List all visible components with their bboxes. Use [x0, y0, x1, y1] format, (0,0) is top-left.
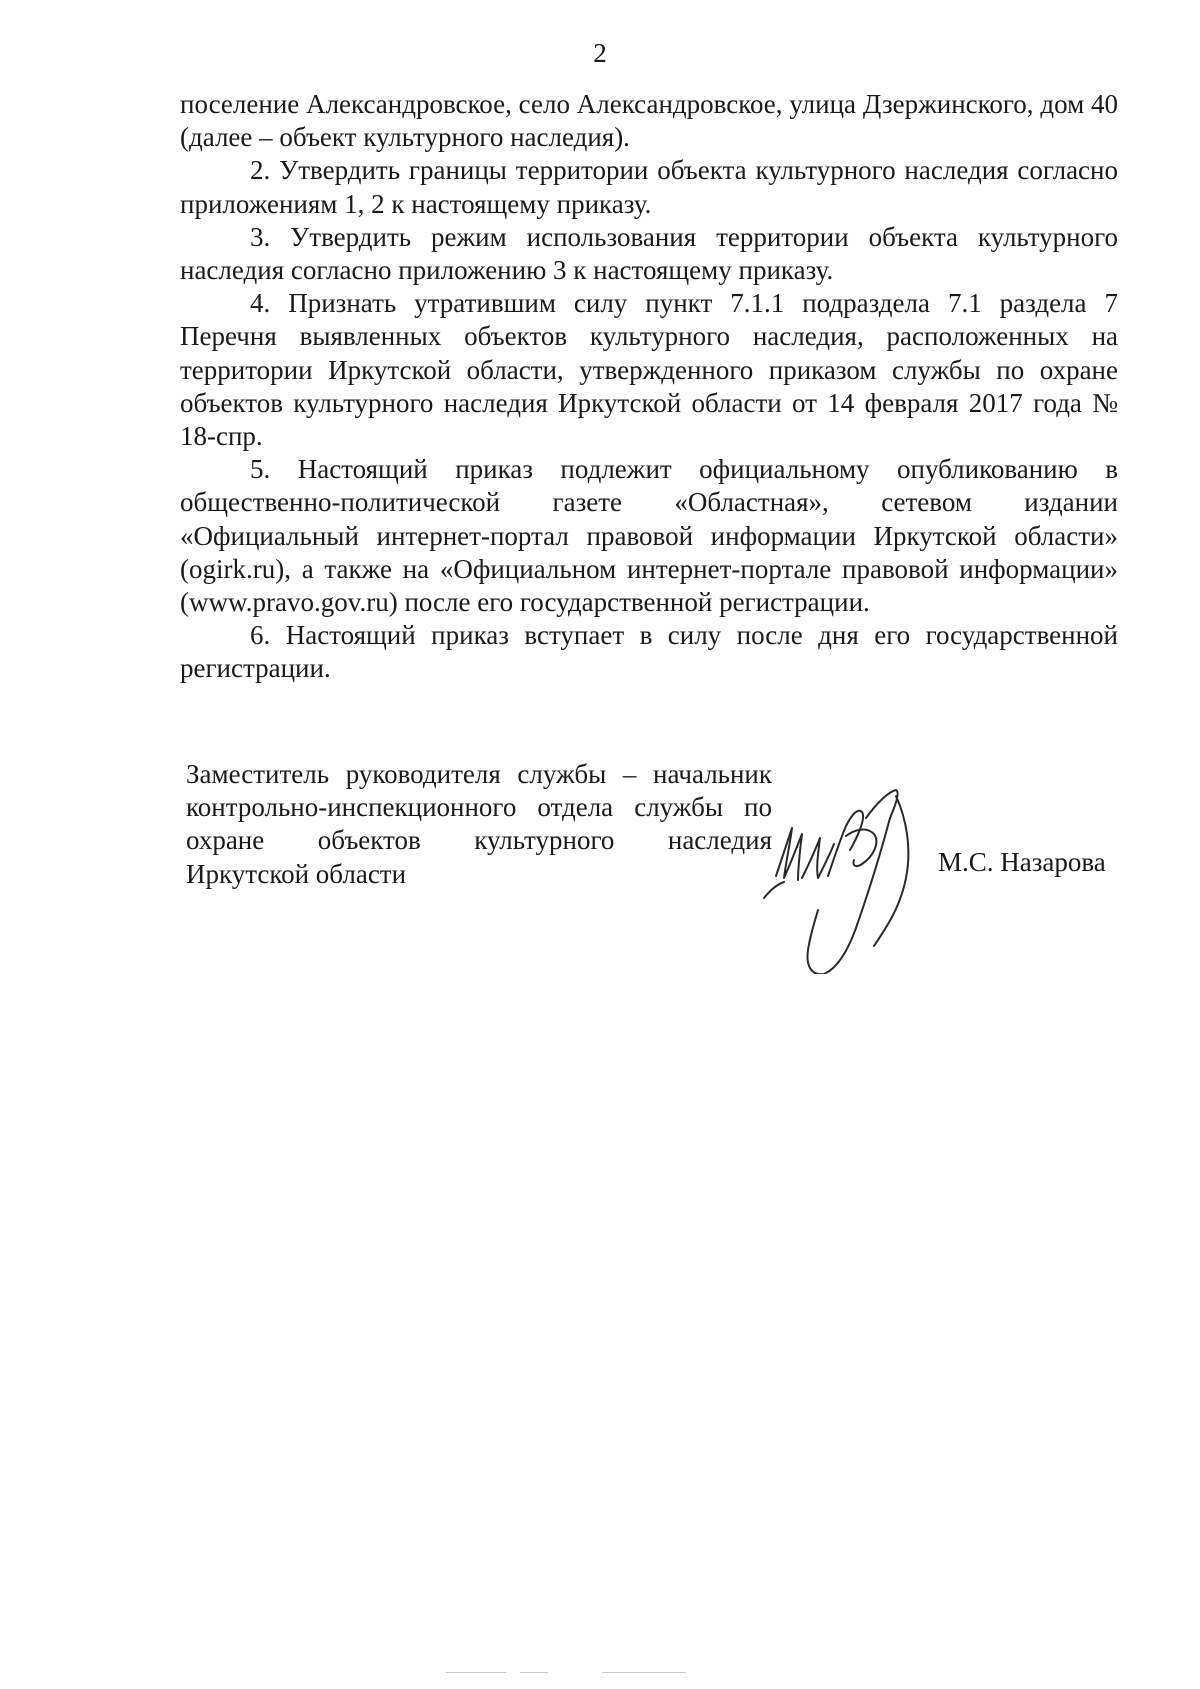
signatory-title-line: Заместитель руководителя службы – начальник [186, 759, 772, 789]
page-number: 2 [593, 38, 607, 68]
paragraph-continuation: поселение Александровское, село Александровское, улица Дзержинского, дом 40 (далее – объект культурного наследия). [180, 89, 1118, 153]
paragraph-item-6: 6. Настоящий приказ вступает в силу после дня его государственной регистрации. [180, 620, 1118, 684]
paragraph-item-5: 5. Настоящий приказ подлежит официальному опубликованию в общественно-политической газете «Областная», сетевом издании «Официальный интернет-портал правовой информации Иркутской области» (ogirk.ru), а также на «Официальном интернет-портале правовой информации» (www.pravo.gov.ru) после его государственной регистрации. [180, 454, 1118, 618]
scan-artifact [520, 1672, 548, 1673]
signatory-title-line: контрольно-инспекционного отдела службы по [186, 792, 772, 823]
scan-artifact [446, 1672, 506, 1673]
paragraph-item-4: 4. Признать утратившим силу пункт 7.1.1 подраздела 7.1 раздела 7 Перечня выявленных объектов культурного наследия, расположенных на территории Иркутской области, утвержденного приказом службы по охране объектов культурного наследия Иркутской области от 14 февраля 2017 года № 18-спр. [180, 288, 1118, 452]
paragraph-item-2: 2. Утвердить границы территории объекта культурного наследия согласно приложениям 1, 2 к настоящему приказу. [180, 155, 1118, 219]
handwritten-signature [762, 778, 932, 974]
signatory-title-line: охране объектов культурного наследия [186, 825, 772, 856]
signatory-title [186, 758, 772, 891]
signer-name: М.С. Назарова [938, 847, 1106, 877]
order-body [180, 88, 1118, 686]
scan-artifact [602, 1672, 686, 1673]
signatory-title-line: Иркутской области [186, 858, 407, 889]
paragraph-item-3: 3. Утвердить режим использования территории объекта культурного наследия согласно приложению 3 к настоящему приказу. [180, 221, 1118, 286]
